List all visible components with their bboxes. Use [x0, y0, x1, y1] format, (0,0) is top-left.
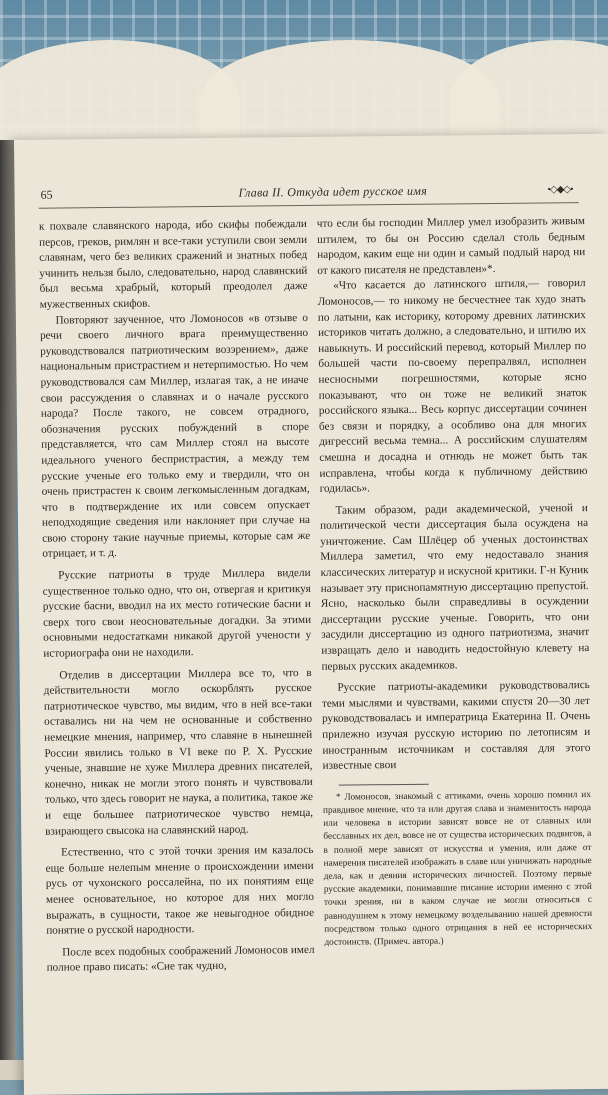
paragraph: что если бы господин Миллер умел изобразить живым штилем, то бы он Россию сделал столь бедным народом, каким еще ни один и самый подлый народ ни от какого писателя не представлен»*. [316, 215, 586, 277]
page-number: 65 [40, 187, 53, 202]
footnote: * Ломоносов, знакомый с аттиками, очень хорошо помнил их правдивое мнение, что та или другая слава и знаменитость народа или человека в истории зависят вовсе не от славных или бесславных их дел, вовсе не от существа исторических подвигов, а в полной мере зависят от искусства и умения, или даже от намерения писателей изображать в славе или уничижать народные дела, как и деяния исторических личностей. Поэтому первые русские академики, понимавшие писание истории именно с этой точки зрения, ни в каком случае не могли относиться с равнодушием к этому немецкому возделыванию нашей древности посредством только одного отрицания в ней ее исторических достоинств. (Примеч. автора.) [322, 789, 593, 948]
left-column [39, 217, 315, 977]
ornament-icon: •◇◆◇• [547, 184, 573, 196]
paragraph: Отделив в диссертации Миллера все то, что в действительности могло оскорблять русское патриотическое чувство, мы видим, что в ней все-таки оставались ни на чем не основанные и собственно немецкие мнения, например, что славяне в нынешней России явились только в VI веке по Р. Х. Русские ученые, знавшие не хуже Миллера древних писателей, конечно, никак не могли этого понять и чувствовали только, что здесь говорит не наука, а политика, такое же и еще большее патриотическое чувство немца, взирающего свысока на славянский народ. [43, 666, 314, 838]
paragraph: «Что касается до латинского штиля,— говорил Ломоносов,— то никому не бесчестнее так худо знать по латыни, как историку, которому древних латинских историков читать должно, а следовательно, и штилю их навыкнуть. И российский перевод, который Миллер по большей части по-своему перепралвял, исполнен несносными погрешностями, которые ясно показывают, что он тоже не великий знаток российского языка... Весь корпус диссертации сочинен без связи и порядку, а особливо она для многих дигрессий весьма темна... А российским слушателям смешна и досадна и отнюдь не может быть так исправлена, чтобы когда к публичному действию годилась». [317, 277, 588, 495]
paragraph: Повторяют заученное, что Ломоносов «в отзыве о речи своего личного врага преимущественно руководствовался патриотическим возэрением», даже национальным пристрастием и нетерпимостью. Но чем руководствовался сам Миллер, излагая так, а не иначе свои рассуждения о славянах и о начале русского народа? После такого, не совсем отрадного, обозначения русских побуждений в споре представляется, что сам Миллер стоял на высоте идеального ученого беспристрастия, а между тем русские ученые его только ему и твердили, что он очень пристрастен к своим легкомысленным догадкам, что в подтверждение их или совсем опускает неподходящие сведения или наклоняет при случае на свою сторону такие научные приемы, которые сам же отрицает, и т. д. [39, 311, 311, 561]
paragraph: Русские патриоты-академики руководствовались теми мыслями и чувствами, какими спустя 20—30 лет руководствовалась и императрица Екатерина II. Очень прилежно изучая русскую историю по летописям и иностранным источникам и составляя для этого известные свои [321, 679, 591, 772]
paragraph: После всех подобных соображений Ломоносов имел полное право писать: «Сие так чудно, [46, 943, 315, 975]
page-header [38, 176, 578, 209]
paragraph: Естественно, что с этой точки зрения им казалось еще больше нелепым мнение о происхождении имени русь от чухонского россалейна, по их понятиям еще менее основательное, но которое для них могло выражать, в сущности, такое же невыгодное обидное понятие о русской народности. [45, 844, 315, 937]
book-page [14, 134, 608, 1095]
book-binding-edge [0, 140, 16, 1080]
right-column [317, 214, 593, 950]
running-title: Глава II. Откуда идет русское имя [238, 183, 428, 200]
paragraph: Русские патриоты в труде Миллера видели существенное только одно, что он, отвергая и критикуя русские басни, вводил на их место готические басни и сверх того свои неосновательные догадки. За этими основными недостатками никакой другой учености у историографа они не находили. [42, 566, 312, 660]
paragraph: Таким образом, ради академической, ученой и политической чести диссертация была осуждена на уничтожение. Сам Шлёцер об ученых достоинствах Миллера заметил, что ему недоставало знания классических литератур и искусной критики. Г-н Куник называет эту приснопамятную диссертацию препустой. Ясно, насколько были справедливы в осуждении диссертации русские ученые. Говорить, что они засудили диссертацию из одного патриотизма, значит извращать дело и наводить недостойную клевету на первых русских академиков. [319, 501, 590, 673]
paragraph: к похвале славянского народа, ибо скифы побеждали персов, греков, римлян и все-таки уступили свои земли славянам, чего без великих сражений и знатных побед учинить нельзя было, следовательно, народ славянский был весьма храбрый, который преодолел даже мужественных скифов. [38, 217, 308, 311]
footnote-divider [339, 783, 429, 785]
